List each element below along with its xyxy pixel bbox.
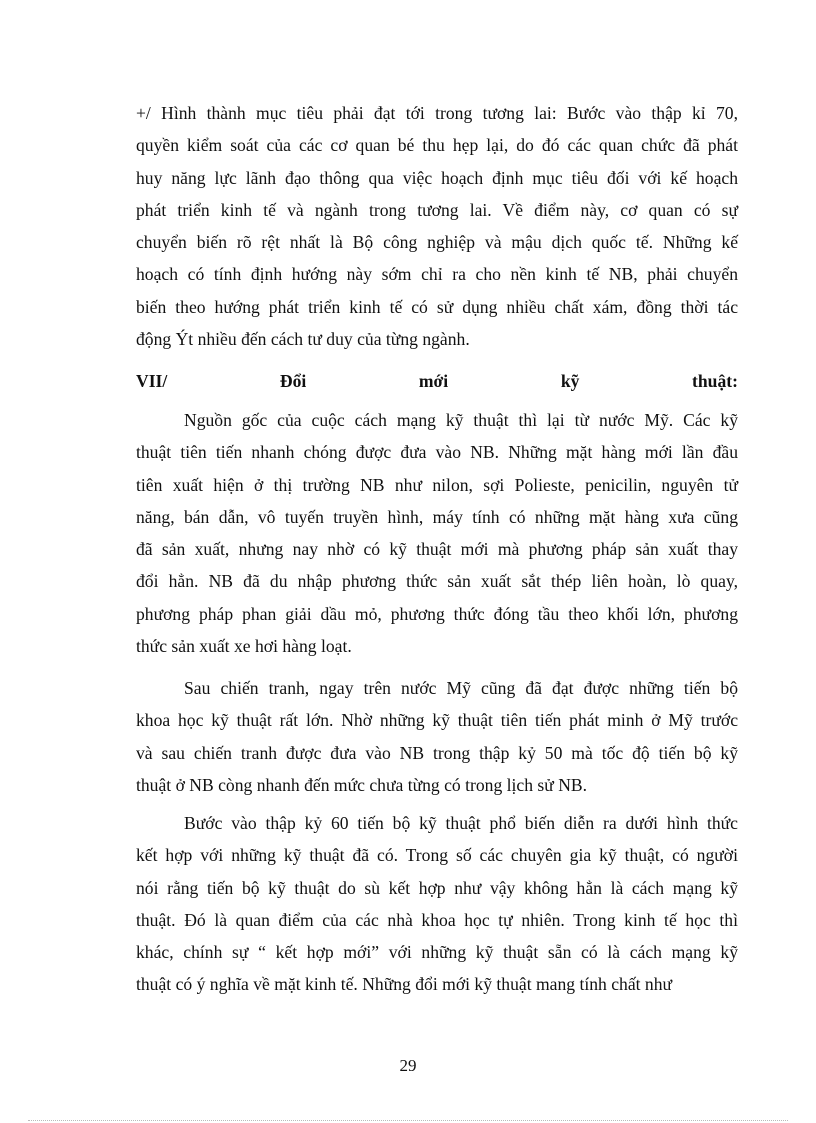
text-line: khác, chính sự “ kết hợp mới” với những kỹ thuật sẵn có là cách mạng kỹ bbox=[136, 942, 738, 963]
text-line: và sau chiến tranh được đưa vào NB trong thập kỷ 50 mà tốc độ tiến bộ kỹ bbox=[136, 742, 738, 763]
text-line: thuật có ý nghĩa về mặt kinh tế. Những đổi mới kỹ thuật mang tính chất như bbox=[136, 974, 673, 995]
text-line: tiên xuất hiện ở thị trường NB như nilon, sợi Polieste, penicilin, nguyên tử bbox=[136, 474, 738, 495]
text-line: chuyển biến rõ rệt nhất là Bộ công nghiệp và mậu dịch quốc tế. Những kế bbox=[136, 232, 738, 253]
text-line: thuật tiên tiến nhanh chóng được đưa vào NB. Những mặt hàng mới lần đầu bbox=[136, 442, 738, 463]
text-line: động Ýt nhiều đến cách tư duy của từng ngành. bbox=[136, 329, 470, 350]
text-line: +/ Hình thành mục tiêu phải đạt tới trong tương lai: Bước vào thập kỉ 70, bbox=[136, 103, 738, 123]
paragraph-goals bbox=[136, 97, 738, 355]
heading-part: thuật: bbox=[692, 371, 738, 391]
text-line: kết hợp với những kỹ thuật đã có. Trong số các chuyên gia kỹ thuật, có người bbox=[136, 845, 738, 866]
text-line: đã sản xuất, nhưng nay nhờ có kỹ thuật mới mà phương pháp sản xuất thay bbox=[136, 539, 738, 560]
page-number: 29 bbox=[399, 1056, 417, 1075]
footer-divider bbox=[28, 1120, 788, 1121]
heading-part: kỹ bbox=[560, 371, 580, 391]
section-heading bbox=[136, 366, 738, 396]
paragraph-sixties bbox=[136, 807, 738, 1001]
text-line: phương pháp phan giải dầu mỏ, phương thức đóng tầu theo khối lớn, phương bbox=[136, 603, 738, 624]
text-line: Nguồn gốc của cuộc cách mạng kỹ thuật thì lại từ nước Mỹ. Các kỹ bbox=[184, 410, 738, 430]
text-line: Sau chiến tranh, ngay trên nước Mỹ cũng đã đạt được những tiến bộ bbox=[184, 678, 738, 698]
paragraph-origin bbox=[136, 404, 738, 662]
text-line: nói rằng tiến bộ kỹ thuật do sù kết hợp như vậy không hẳn là cách mạng kỹ bbox=[136, 877, 738, 898]
text-line: năng, bán dẫn, vô tuyến truyền hình, máy tính có những mặt hàng xưa cũng bbox=[136, 506, 738, 527]
text-line: khoa học kỹ thuật rất lớn. Nhờ những kỹ thuật tiên tiến phát minh ở Mỹ trước bbox=[136, 710, 738, 731]
text-line: thuật ở NB còng nhanh đến mức chưa từng có trong lịch sử NB. bbox=[136, 774, 588, 795]
text-line: thức sản xuất xe hơi hàng loạt. bbox=[136, 636, 352, 657]
text-line: đổi hẳn. NB đã du nhập phương thức sản xuất sắt thép liên hoàn, lò quay, bbox=[136, 571, 738, 592]
text-line: huy năng lực lãnh đạo thông qua việc hoạch định mục tiêu đối với kế hoạch bbox=[136, 167, 738, 188]
text-line: biến theo hướng phát triển kinh tế có sử dụng nhiều chất xám, đồng thời tác bbox=[136, 296, 738, 317]
text-line: Bước vào thập kỷ 60 tiến bộ kỹ thuật phổ biến diễn ra dưới hình thức bbox=[184, 813, 738, 833]
heading-part: mới bbox=[418, 371, 449, 391]
heading-part: Đổi bbox=[279, 371, 307, 391]
text-line: quyền kiểm soát của các cơ quan bé thu hẹp lại, do đó các quan chức đã phát bbox=[136, 135, 738, 156]
heading-part: VII/ bbox=[136, 371, 168, 391]
text-line: hoạch có tính định hướng này sớm chỉ ra cho nền kinh tế NB, phải chuyển bbox=[136, 264, 738, 285]
text-line: phát triển kinh tế và ngành trong tương lai. Về điểm này, cơ quan có sự bbox=[136, 199, 738, 220]
text-line: thuật. Đó là quan điểm của các nhà khoa học tự nhiên. Trong kinh tế học thì bbox=[136, 909, 738, 930]
paragraph-postwar bbox=[136, 672, 738, 801]
